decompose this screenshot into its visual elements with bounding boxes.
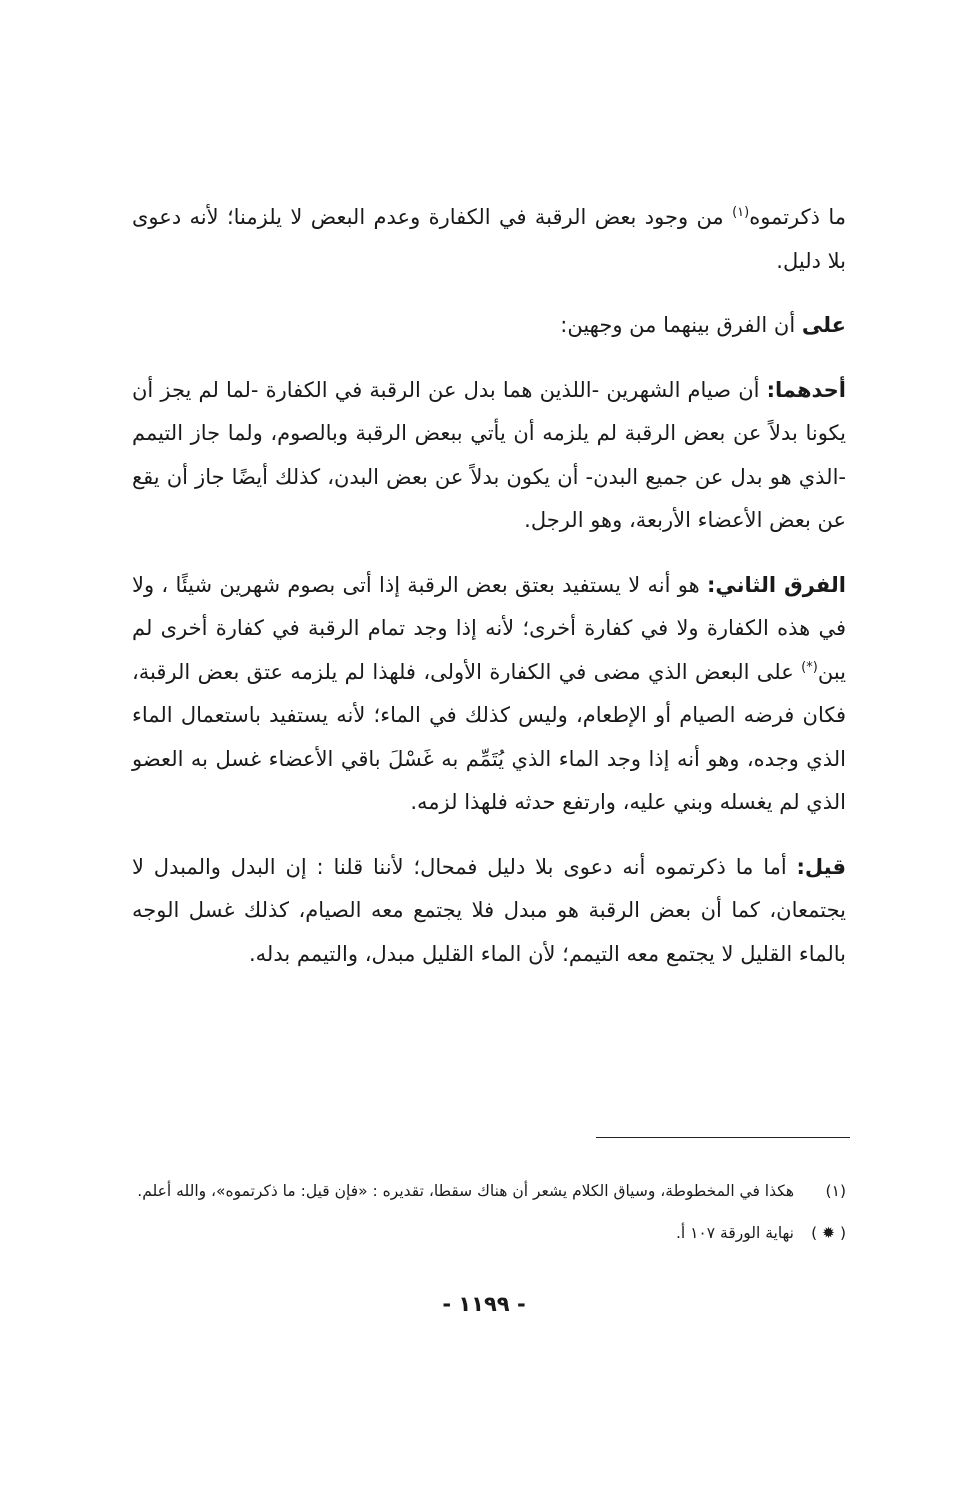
paragraph-text: على البعض الذي مضى في الكفارة الأولى، فلهذا لم يلزمه عتق بعض الرقبة، فكان فرضه الصيام أو الإطعام، وليس كذلك في الماء؛ لأنه يستفيد باستعمال الماء الذي وجده، وهو أنه إذا وجد الماء الذي يُتَمِّم به غَسْلَ باقي الأعضاء غسل به العضو الذي لم يغسله وبني عليه، وارتفع حدثه فلهذا لزمه. [132, 659, 846, 814]
paragraph-lead: الفرق الثاني: [706, 572, 846, 597]
paragraph-5 [132, 846, 846, 977]
footnote-text: هكذا في المخطوطة، وسياق الكلام يشعر أن هناك سقطا، تقديره : «فإن قيل: ما ذكرتموه»، والله أعلم. [137, 1182, 794, 1200]
paragraph-1 [132, 196, 846, 283]
footnote-item [132, 1176, 846, 1206]
paragraph-text: من وجود بعض الرقبة في الكفارة وعدم البعض لا يلزمنا؛ لأنه دعوى بلا دليل. [132, 205, 846, 273]
footnote-text: نهاية الورقة ١٠٧ أ. [675, 1224, 794, 1242]
footnote-separator [596, 1137, 850, 1138]
main-text [132, 196, 846, 976]
paragraph-lead: أحدهما: [766, 377, 846, 402]
footnotes [132, 1176, 846, 1260]
paragraph-lead: على [801, 313, 846, 337]
paragraph-text: أن صيام الشهرين -اللذين هما بدل عن الرقبة في الكفارة -لما لم يجز أن يكونا بدلاً عن بعض الرقبة لم يلزمه أن يأتي ببعض الرقبة وبالصوم، ولما جاز التيمم -الذي هو بدل عن جميع البدن- أن يكون بدلاً عن بعض البدن، كذلك أيضًا جاز أن يقع عن بعض الأعضاء الأربعة، وهو الرجل. [132, 377, 846, 532]
footnote-reference: (١) [732, 205, 750, 220]
paragraph-lead: قيل: [796, 854, 846, 879]
paragraph-4 [132, 564, 846, 825]
paragraph-3 [132, 369, 846, 543]
paragraph-text: أما ما ذكرتموه أنه دعوى بلا دليل فمحال؛ لأننا قلنا : إن البدل والمبدل لا يجتمعان، كما أن بعض الرقبة هو مبدل فلا يجتمع معه الصيام، كذلك غسل الوجه بالماء القليل لا يجتمع معه التيمم؛ لأن الماء القليل مبدل، والتيمم بدله. [132, 854, 846, 966]
paragraph-text: أن الفرق بينهما من وجهين: [560, 313, 802, 337]
page-number: - ١١٩٩ - [442, 1292, 526, 1316]
footnote-mark: ( ✹ ) [811, 1224, 846, 1242]
paragraph-text: ما ذكرتموه [749, 205, 846, 229]
footnote-item [132, 1218, 846, 1248]
footnote-reference: (*) [801, 659, 818, 675]
paragraph-2 [132, 304, 846, 348]
footnote-mark: (١) [825, 1182, 846, 1200]
paragraph-text: هو أنه لا يستفيد بعتق بعض الرقبة إذا أتى بصوم شهرين شيئًا ، ولا في هذه الكفارة ولا في كفارة أخرى؛ لأنه إذا وجد تمام الرقبة في كفارة أخرى لم يبن [132, 572, 846, 684]
